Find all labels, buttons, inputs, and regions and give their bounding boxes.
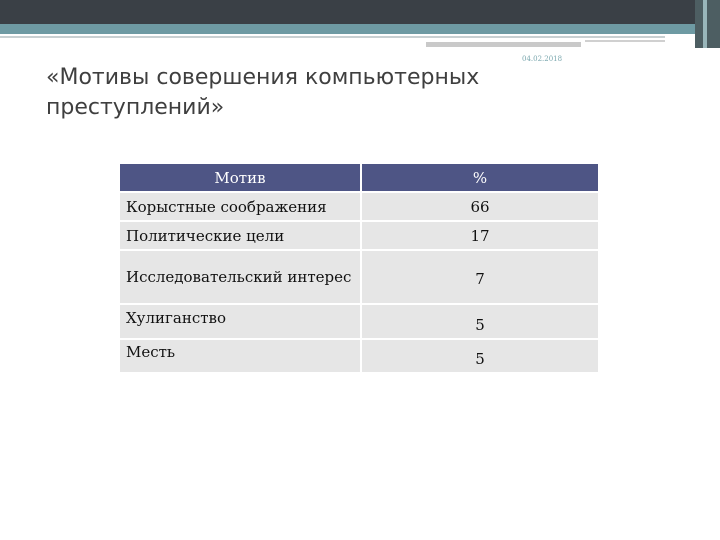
percent-cell: 17 [362, 220, 598, 249]
motive-cell: Политические цели [120, 220, 362, 249]
top-dark-bar [0, 0, 720, 24]
table-row [120, 191, 598, 220]
top-divider-line [0, 36, 665, 38]
table-header-row [120, 164, 598, 191]
header-motive: Мотив [120, 164, 362, 191]
motive-cell: Месть [120, 338, 362, 372]
table-row [120, 220, 598, 249]
corner-stripe-decoration [703, 0, 707, 48]
percent-cell: 5 [362, 303, 598, 338]
top-accent-line-short [585, 40, 665, 42]
percent-cell: 7 [362, 249, 598, 303]
slide-date: 04.02.2018 [522, 55, 563, 63]
header-percent: % [362, 164, 598, 191]
table-row [120, 249, 598, 303]
table-row [120, 338, 598, 372]
percent-cell: 5 [362, 338, 598, 372]
motive-cell: Исследовательский интерес [120, 249, 362, 303]
corner-decoration [695, 0, 720, 48]
table-row [120, 303, 598, 338]
motive-cell: Хулиганство [120, 303, 362, 338]
top-accent-line [426, 42, 581, 47]
motive-cell: Корыстные соображения [120, 191, 362, 220]
motives-table [120, 164, 598, 372]
top-teal-bar [0, 24, 720, 34]
percent-cell: 66 [362, 191, 598, 220]
slide-title: «Мотивы совершения компьютерных преступлений» [46, 65, 480, 120]
